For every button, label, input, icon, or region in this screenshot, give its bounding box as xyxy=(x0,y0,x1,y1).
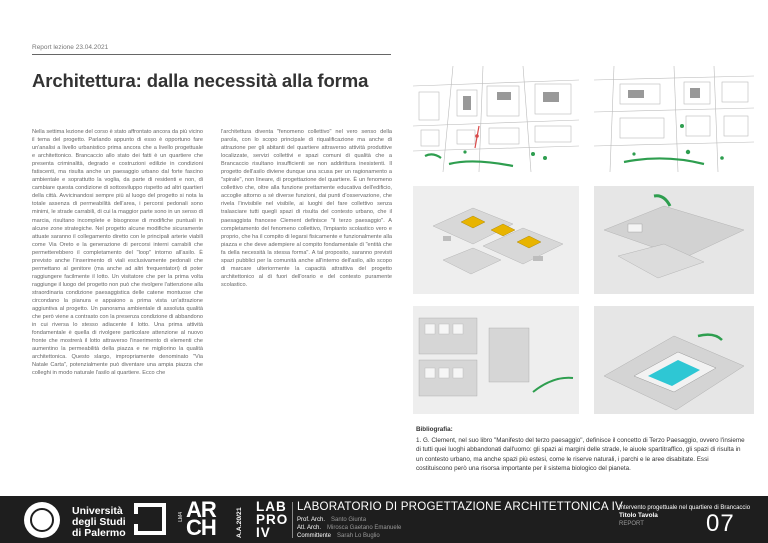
university-name xyxy=(72,506,126,539)
header-divider xyxy=(32,54,391,55)
staff-name: Sarah Lo Buglio xyxy=(337,533,380,539)
site-plan-image-1 xyxy=(413,66,579,172)
frame-logo-gap xyxy=(128,514,142,524)
staff-role: Prof. Arch. xyxy=(297,517,326,523)
lab-line: IV xyxy=(256,525,271,540)
lm4-label: LM4 xyxy=(178,512,184,522)
arch-logo-top: AR xyxy=(186,497,216,522)
staff-role: Committente xyxy=(297,533,332,539)
staff-row xyxy=(297,532,401,540)
bibliography-entry: 1. G. Clement, nel suo libro "Manifesto del terzo paesaggio", definisce il concetto di Terzo Paesaggio, ovvero l'insieme di tutti quei luoghi abbandonati dall'uomo: gli spazi ai margini delle strade, le aiuole spartitraffico, gli spazi di risulta in un contesto urbano, ma anche spazi più estesi, come le riserve naturali, i parchi e le aree disabitate. Essi costituiscono però una risorsa importante per il sistema biologico del pianeta. xyxy=(416,437,745,472)
bibliography xyxy=(416,425,746,473)
staff-row xyxy=(297,524,401,532)
university-line: Università xyxy=(72,505,123,517)
staff-row xyxy=(297,516,401,524)
lab-line: LAB xyxy=(256,499,287,514)
page-title: Architettura: dalla necessità alla forma xyxy=(32,70,369,91)
paragraph: Nella settima lezione del corso è stato affrontato ancora da più vicino il tema del progetto. Parlando appunto di esso è opportuno fare un'analisi a livello urbanistico prima ancora che a livello progettuale e architettonico. Brancaccio allo stato dei fatti è un quartiere che presenta criminalità, degrado e costruzioni edilizie in condizioni fatiscenti, ma risulta anche un paesaggio urbano dal forte fascino ambientale e soprattutto la voglia, da parte di residenti e non, di cambiare questa condizione di sottosviluppo rispetto ad altri quartieri della città. Avvicinandosi sempre più al luogo del progetto si nota la totale assenza di permeabilità dell'area, i percorsi pedonali sono minimi, le strade carrabili, di cui la maggior parte sono in un senso di marcia, risultano incomplete e bisognose di modifiche puntuali in alcune zone strategiche. Nel progetto alcune modifiche sicuramente attuate saranno il collegamento diretto con le principali arterie viabili come Via Oreto e la generazione di percorsi interni carrabili che permetterebbero il completamento del "loop" intorno all'asilo. È previsto anche l'inserimento di viali esclusivamente pedonali che permettano al genitore (ma anche ad altri frequentatori) di poter raggiungere facilmente il lotto. Un visitatore che per la prima volta raggiunge il luogo del progetto non può che rivolgere l'attenzione alla straordinaria condizione paesaggistica delle catene montuose che circondano la pianura e appaiono a prima vista un'attrazione aggiuntiva al progetto. Un panorama ambientale di assoluta qualità che però viene a contrasto con la presenza condizione di abbandono in cui riversa lo stesso adiacente il lotto. Una prima attività fondamentale è quella di rivolgere particolare attenzione al nuovo fronte che mostrerà il lotto attraverso l'inserimento di elementi che aumentino la permeabilità della piazza e ne migliorino la qualità architettonica. Questo slargo, impropriamente denominato "Via Natale Carta", potenzialmente può diventare una ampia piazza che colleghi in modo naturale l'asilo al quartiere. Ecco che xyxy=(32,129,203,377)
text-column-1 xyxy=(32,128,203,377)
lab-line: PRO xyxy=(256,512,289,527)
seal-ring-icon xyxy=(30,508,54,532)
lab-pro-iv-logo xyxy=(256,500,288,539)
plan-render-2 xyxy=(413,306,579,414)
sheet-title: Titolo Tavola xyxy=(619,512,658,519)
staff-name: Mirosca Gaetano Emanuele xyxy=(327,525,402,531)
pool-render-image xyxy=(594,306,754,414)
project-label: Intervento progettuale nel quartiere di Brancaccio xyxy=(619,505,751,511)
report-date-label: Report lezione 23.04.2021 xyxy=(32,44,109,51)
university-line: di Palermo xyxy=(72,527,126,539)
footer-divider xyxy=(292,502,293,538)
report-word: REPORT xyxy=(619,521,644,527)
staff-name: Santo Giunta xyxy=(331,517,367,523)
axonometric-render-1 xyxy=(413,186,579,294)
course-title: LABORATORIO DI PROGETTAZIONE ARCHITETTONICA IV xyxy=(297,500,623,513)
text-column-2 xyxy=(221,128,392,289)
staff-role: Atl. Arch. xyxy=(297,525,322,531)
perspective-render-1 xyxy=(594,186,754,294)
academic-year-text: A.A.20/21 xyxy=(236,507,243,538)
site-plan-image-2 xyxy=(594,66,754,172)
page-number: 07 xyxy=(706,510,735,537)
university-line: degli Studi xyxy=(72,516,126,528)
arch-logo-bottom: CH xyxy=(186,515,216,540)
academic-year xyxy=(232,502,244,540)
bibliography-heading: Bibliografia: xyxy=(416,426,453,433)
staff-list xyxy=(297,516,401,540)
paragraph: l'architettura diventa "fenomeno collettivo" nel vero senso della parola, con lo scopo principale di riqualificazione ma anche di attrazione per gli abitanti del quartiere attraverso attività produttive localizzate, servizi collettivi e spazi comuni di qualità che a Brancaccio risultano insufficienti se non addirittura inesistenti. Il progetto dell'asilo diviene dunque una scusa per un ragionamento a "spirale", non lineare, di progettazione del quartiere. È un fenomeno collettivo che, oltre alla funzione prettamente educativa dell'edificio, accoglie attorno a sé diverse funzioni, dai punti d'osservazione, che rivela l'invisibile nel visibile, ai luoghi del fare collettivo senza tralasciare tutti quegli spazi di risulta del contesto urbano, che il paesaggista francese Clement definisce "il terzo paesaggio". A completamento del fenomeno collettivo, l'impianto scolastico vero e proprio, che ha il compito di legarsi fisicamente e funzionalmente alla piazza e che deve adempiere al compito fondamentale di "entità che fa della necessità la stessa forma". A tal proposito, saranno previsti spazi pubblici per la comunità anche all'interno dell'asilo, allo scopo di marcare ulteriormente la capacità attrattiva del progetto architettonico al di fuori dell'orario e del contesto puramente scolastico. xyxy=(221,129,392,288)
